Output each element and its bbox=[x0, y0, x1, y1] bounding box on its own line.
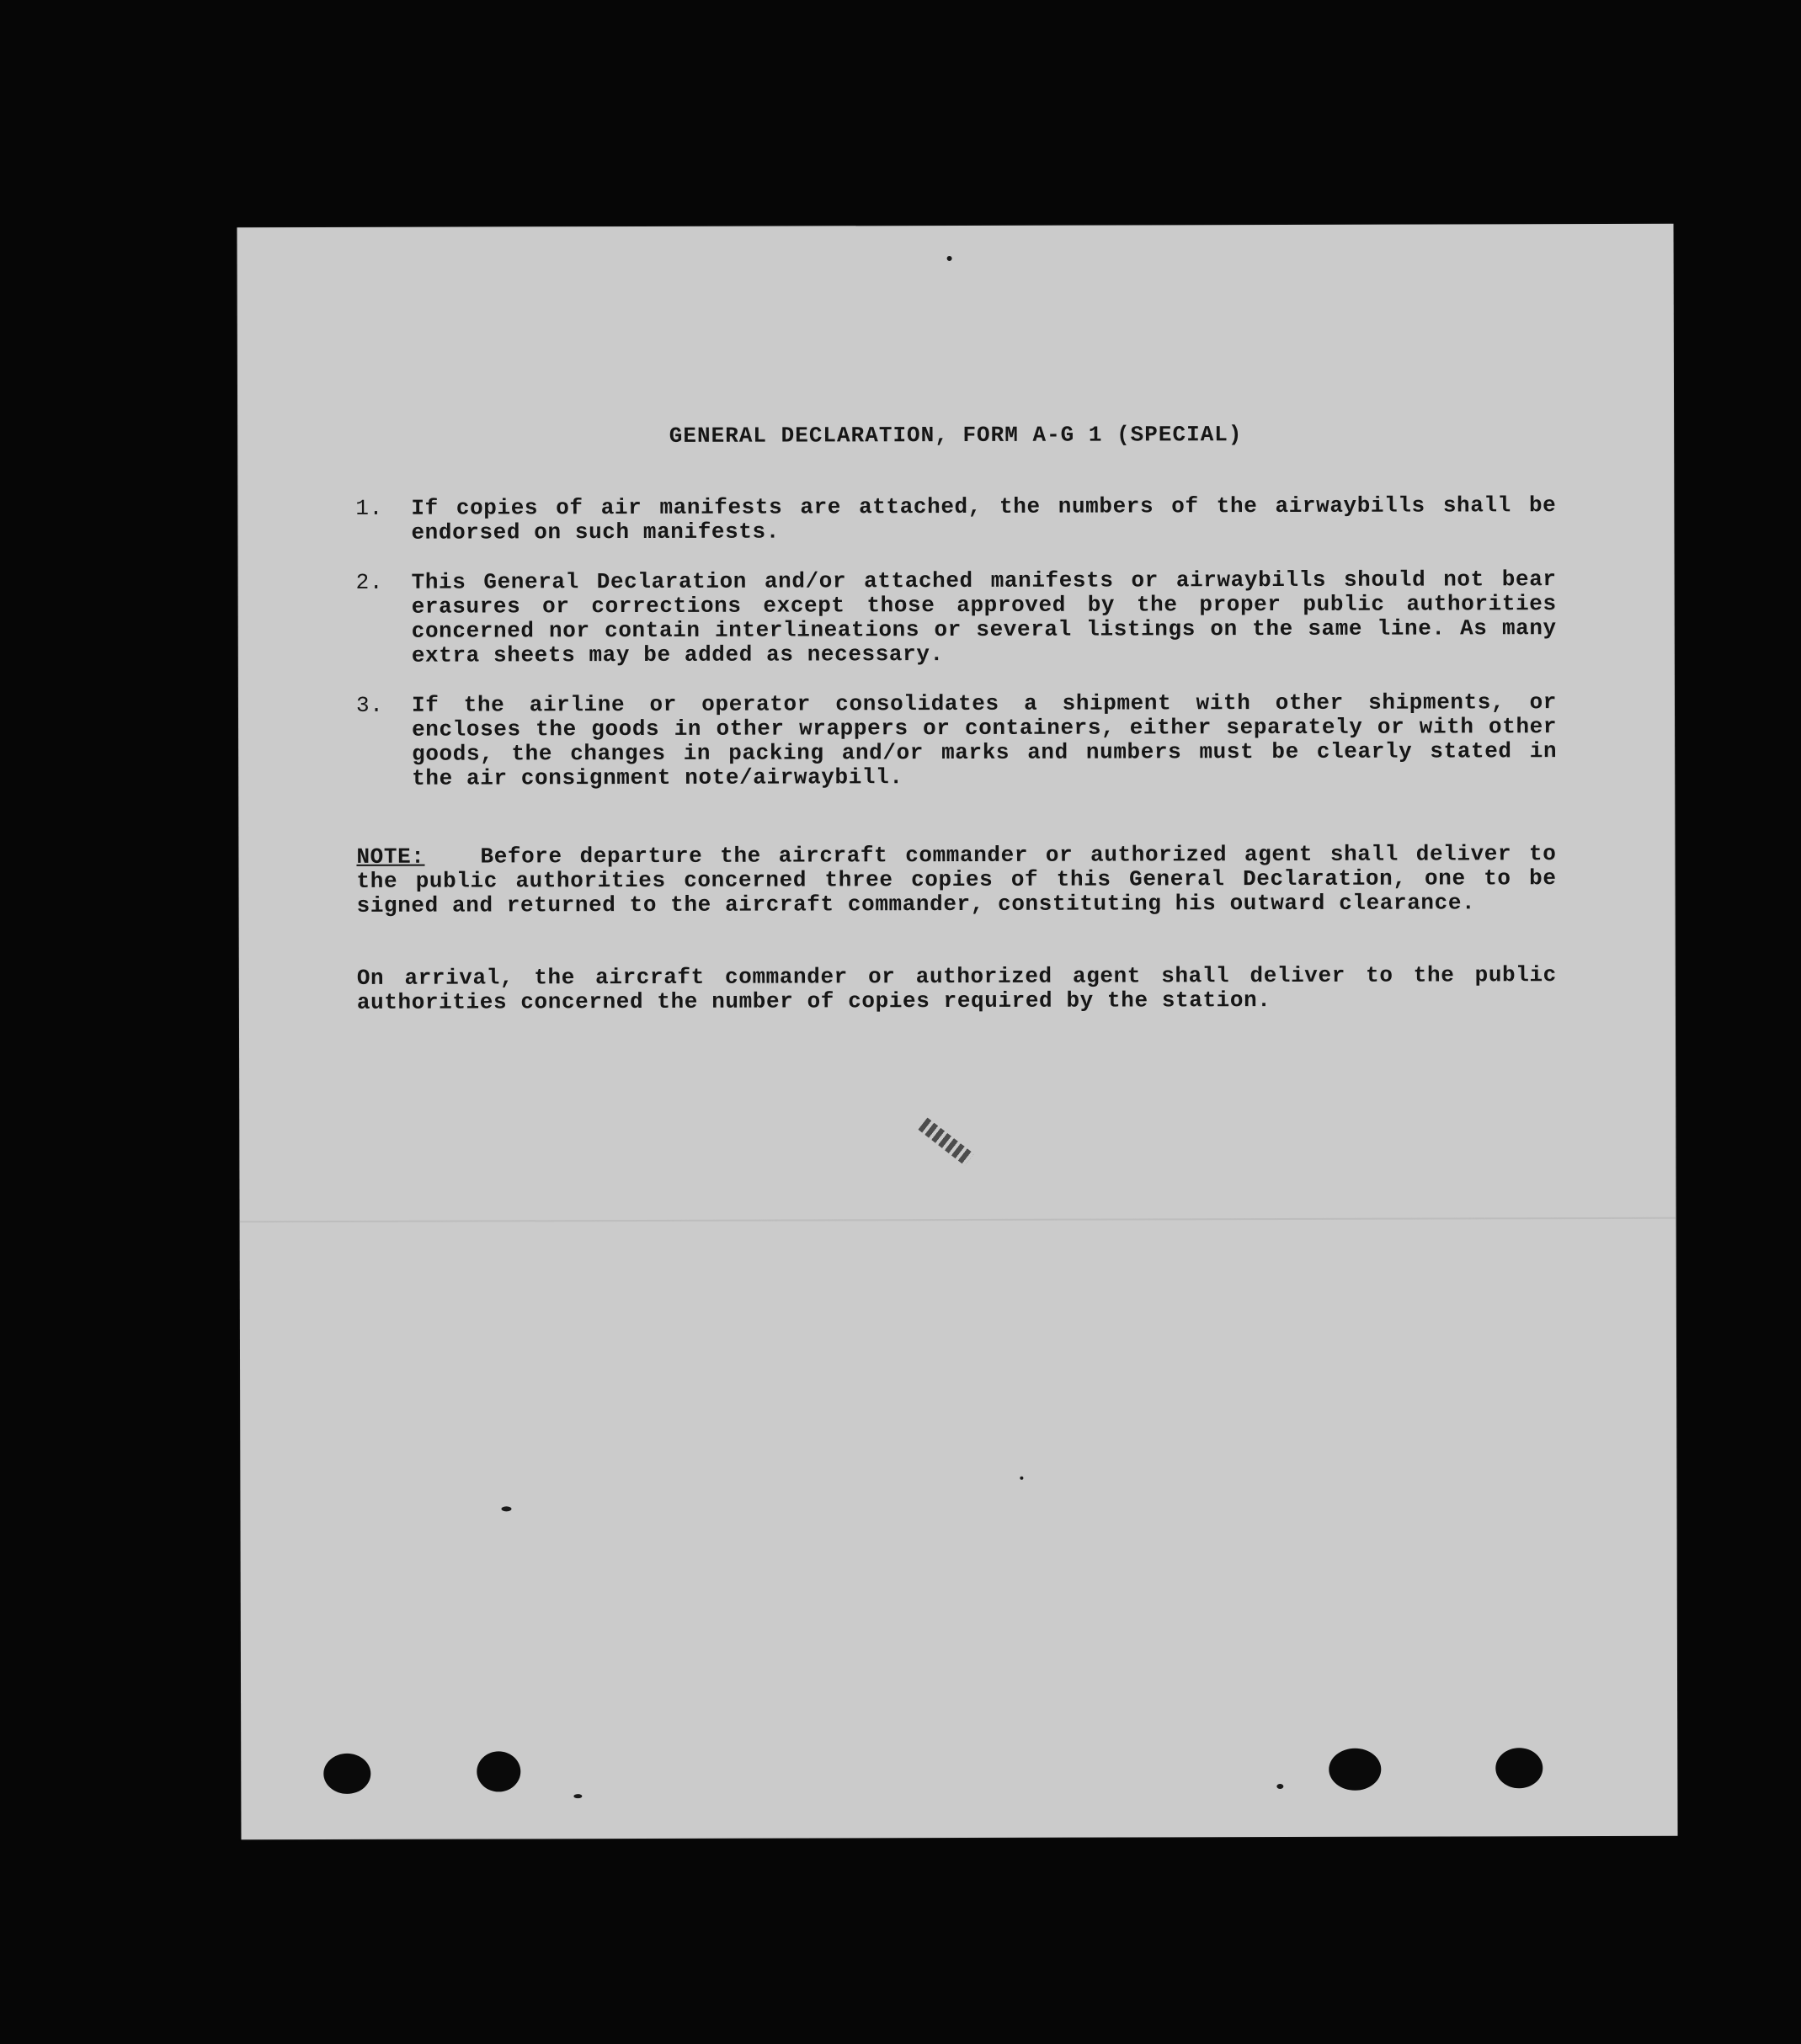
ink-speck bbox=[1020, 1477, 1023, 1480]
ink-speck bbox=[1276, 1784, 1283, 1789]
note-paragraph bbox=[356, 842, 1556, 918]
ink-speck bbox=[573, 1794, 582, 1798]
punch-hole bbox=[323, 1754, 370, 1794]
list-item-text: This General Declaration and/or attached manifests or airwaybills should not bear erasures or corrections except those approved by the proper public authorities concerned nor contain interlineations or several listings on the same line. As many extra sheets may be added as necessary. bbox=[411, 567, 1557, 668]
note-label: NOTE: bbox=[356, 844, 425, 870]
document-body bbox=[237, 224, 1677, 1839]
ink-speck bbox=[501, 1506, 511, 1511]
punch-hole bbox=[477, 1751, 520, 1791]
punch-hole bbox=[1329, 1749, 1381, 1791]
list-item-text: If copies of air manifests are attached, the numbers of the airwaybills shall be endorsed on such manifests. bbox=[411, 492, 1557, 546]
note-text: Before departure the aircraft commander or authorized agent shall deliver to the public authorities concerned three copies of this General Declaration, one to be signed and returned to the aircraft commander, constituting his outward clearance. bbox=[356, 841, 1557, 918]
list-item-number: 2. bbox=[355, 569, 384, 595]
list-item bbox=[355, 689, 1558, 791]
list-item bbox=[355, 567, 1557, 668]
list-item-text: If the airline or operator consolidates a shipment with other shipments, or encloses the goods in other wrappers or containers, either separately or with other goods, the changes in packing and/or marks and numbers must be clearly stated in the air consignment note/airwaybill. bbox=[411, 689, 1558, 791]
list-item-number: 1. bbox=[355, 495, 383, 521]
list-item-number: 3. bbox=[355, 692, 384, 718]
document-title: GENERAL DECLARATION, FORM A-G 1 (SPECIAL) bbox=[669, 422, 1243, 449]
list-item bbox=[355, 492, 1557, 546]
arrival-paragraph: On arrival, the aircraft commander or authorized agent shall deliver to the public authorities concerned the number of copies required by the station. bbox=[356, 962, 1557, 1015]
punch-hole bbox=[1495, 1748, 1543, 1788]
document-sheet bbox=[237, 224, 1677, 1839]
